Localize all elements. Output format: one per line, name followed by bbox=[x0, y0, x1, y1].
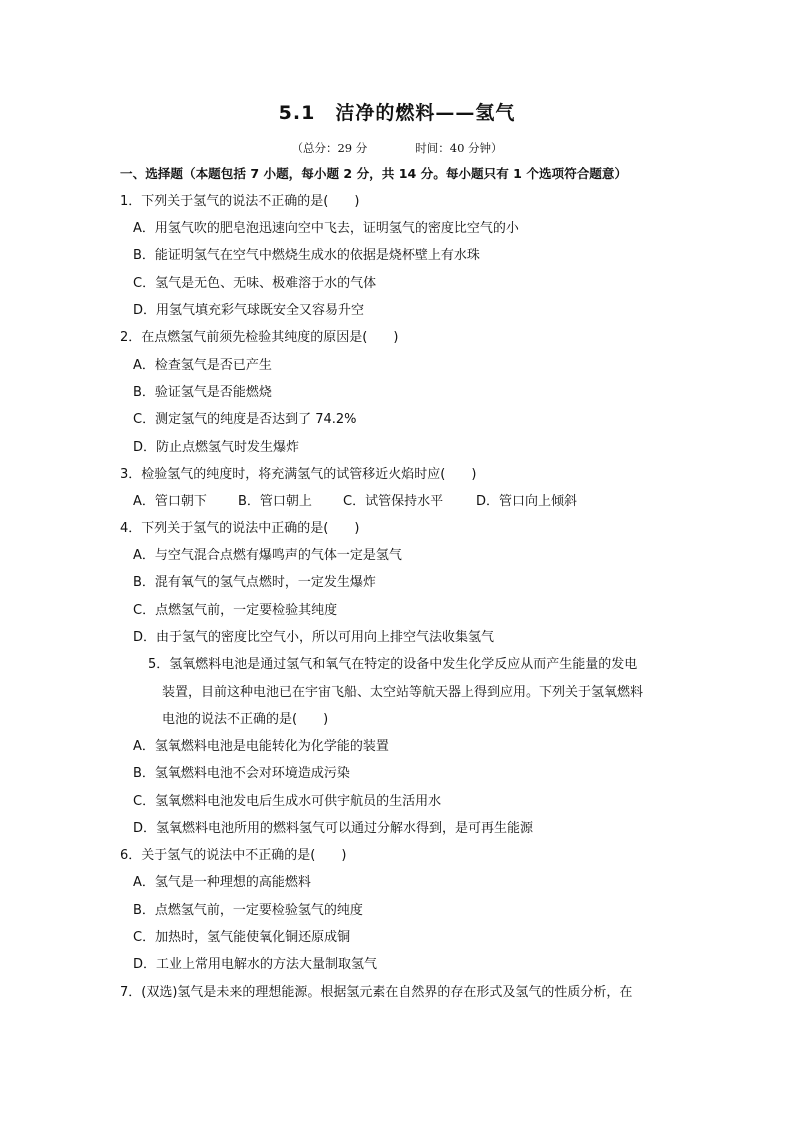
question-6-option-d: D．工业上常用电解水的方法大量制取氢气 bbox=[133, 957, 378, 972]
question-5-stem-line-3: 电池的说法不正确的是( ) bbox=[162, 712, 329, 727]
question-4-stem: 4．下列关于氢气的说法中正确的是( ) bbox=[120, 521, 360, 536]
question-4-option-b: B．混有氧气的氢气点燃时，一定发生爆炸 bbox=[133, 575, 376, 590]
question-3-option-c: C．试管保持水平 bbox=[343, 494, 444, 509]
question-3-option-a: A．管口朝下 bbox=[133, 494, 207, 509]
question-2-option-b: B．验证氢气是否能燃烧 bbox=[133, 385, 272, 400]
question-2-option-d: D．防止点燃氢气时发生爆炸 bbox=[133, 440, 300, 455]
question-1-option-b: B．能证明氢气在空气中燃烧生成水的依据是烧杯壁上有水珠 bbox=[133, 248, 480, 263]
question-5-option-d: D．氢氧燃料电池所用的燃料氢气可以通过分解水得到，是可再生能源 bbox=[133, 821, 534, 836]
question-5-option-c: C．氢氧燃料电池发电后生成水可供宇航员的生活用水 bbox=[133, 794, 442, 809]
question-5-stem-line-2: 装置，目前这种电池已在宇宙飞船、太空站等航天器上得到应用。下列关于氢氧燃料 bbox=[162, 685, 644, 700]
question-6-stem: 6．关于氢气的说法中不正确的是( ) bbox=[120, 848, 347, 863]
question-6-option-a: A．氢气是一种理想的高能燃料 bbox=[133, 875, 311, 890]
question-5-stem-line-1: 5．氢氧燃料电池是通过氢气和氧气在特定的设备中发生化学反应从而产生能量的发电 bbox=[148, 657, 638, 672]
question-3-options bbox=[133, 494, 577, 510]
question-1-stem: 1．下列关于氢气的说法不正确的是( ) bbox=[120, 194, 360, 209]
question-3-stem: 3．检验氢气的纯度时，将充满氢气的试管移近火焰时应( ) bbox=[120, 467, 477, 482]
time-limit: 时间：40 分钟） bbox=[415, 141, 503, 155]
question-1-option-d: D．用氢气填充彩气球既安全又容易升空 bbox=[133, 303, 365, 318]
question-1-option-c: C．氢气是无色、无味、极难溶于水的气体 bbox=[133, 276, 377, 291]
exam-info bbox=[0, 140, 794, 156]
question-3-option-d: D．管口向上倾斜 bbox=[476, 494, 578, 509]
question-4-option-c: C．点燃氢气前，一定要检验其纯度 bbox=[133, 603, 338, 618]
section-heading: 一、选择题（本题包括 7 小题，每小题 2 分，共 14 分。每小题只有 1 个选项符合题意） bbox=[120, 166, 628, 181]
question-3-option-b: B．管口朝上 bbox=[238, 494, 312, 509]
question-7-stem: 7．(双选)氢气是未来的理想能源。根据氢元素在自然界的存在形式及氢气的性质分析，在 bbox=[120, 985, 633, 1000]
question-2-option-a: A．检查氢气是否已产生 bbox=[133, 358, 272, 373]
question-6-option-c: C．加热时，氢气能使氧化铜还原成铜 bbox=[133, 930, 351, 945]
question-5-option-b: B．氢氧燃料电池不会对环境造成污染 bbox=[133, 766, 350, 781]
question-2-stem: 2．在点燃氢气前须先检验其纯度的原因是( ) bbox=[120, 330, 399, 345]
question-2-option-c: C．测定氢气的纯度是否达到了 74.2% bbox=[133, 412, 357, 427]
question-6-option-b: B．点燃氢气前，一定要检验氢气的纯度 bbox=[133, 903, 363, 918]
question-1-option-a: A．用氢气吹的肥皂泡迅速向空中飞去，证明氢气的密度比空气的小 bbox=[133, 221, 519, 236]
question-5-option-a: A．氢氧燃料电池是电能转化为化学能的装置 bbox=[133, 739, 389, 754]
page-title: 5.1 洁净的燃料——氢气 bbox=[278, 102, 516, 124]
total-score: （总分：29 分 bbox=[291, 141, 368, 155]
question-4-option-a: A．与空气混合点燃有爆鸣声的气体一定是氢气 bbox=[133, 548, 402, 563]
question-4-option-d: D．由于氢气的密度比空气小，所以可用向上排空气法收集氢气 bbox=[133, 630, 495, 645]
